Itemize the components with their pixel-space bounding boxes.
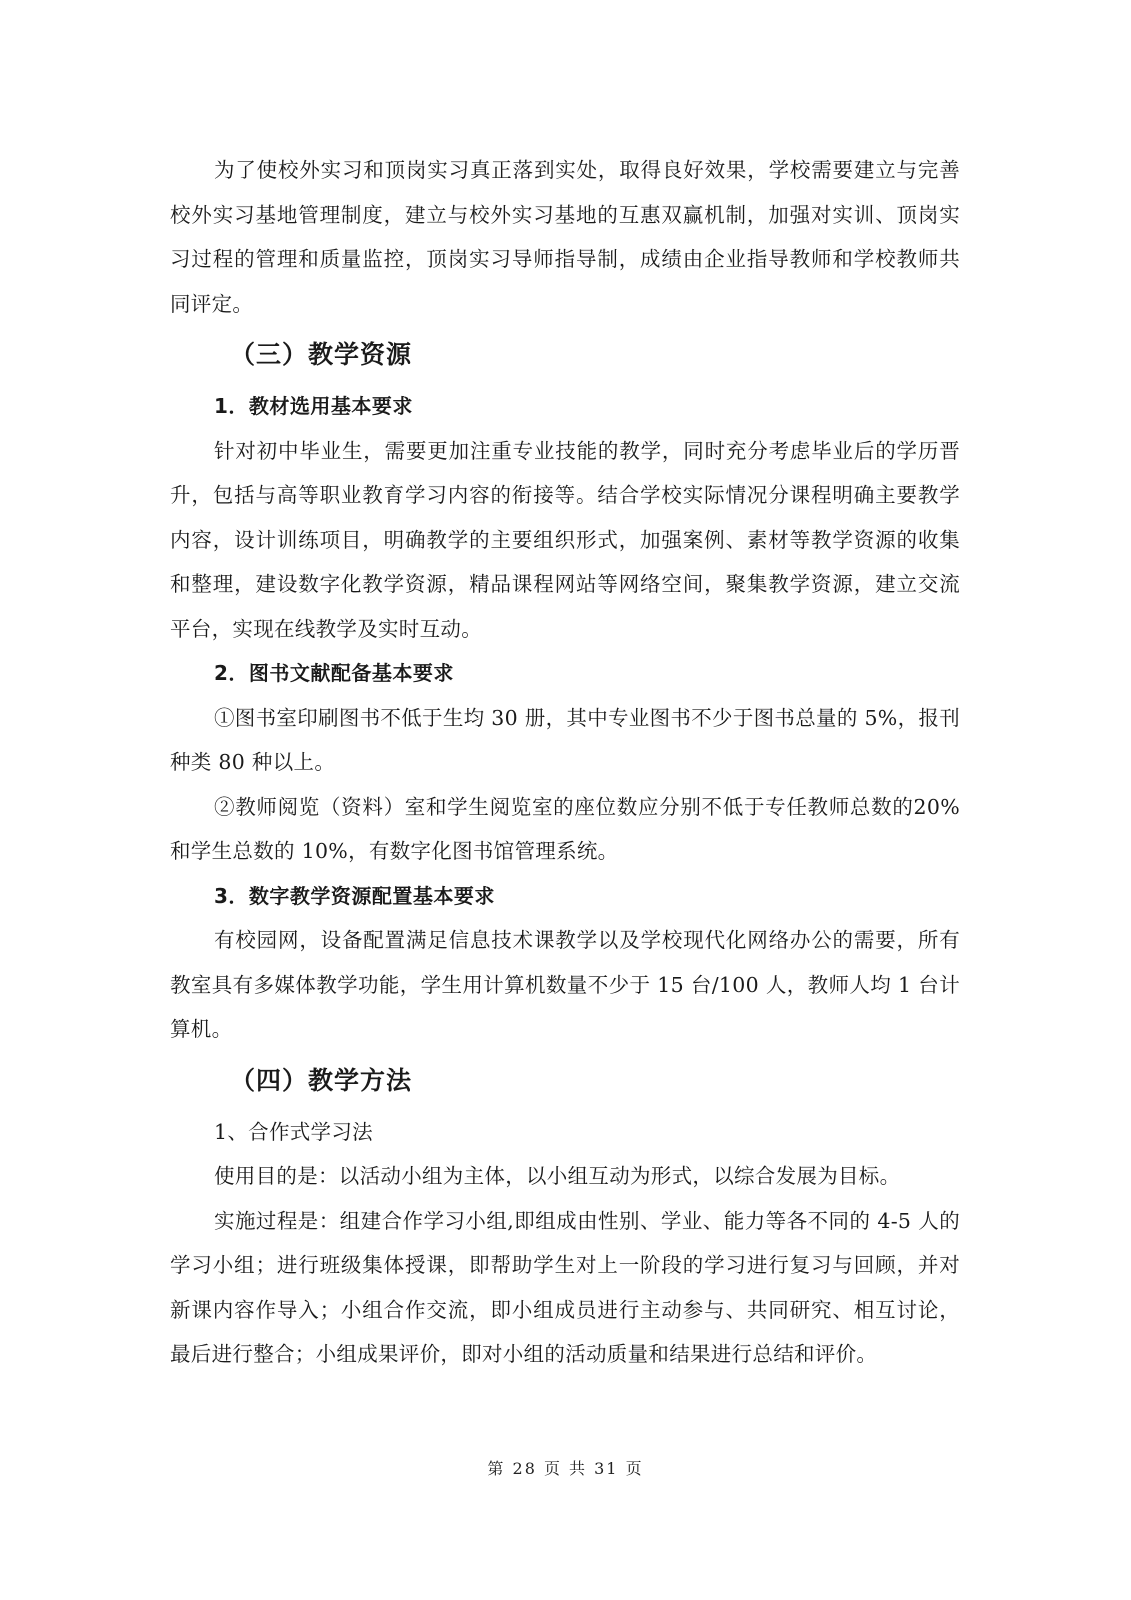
- page-number-footer: 第 28 页 共 31 页: [487, 1459, 644, 1478]
- paragraph-digital-resources: 有校园网，设备配置满足信息技术课教学以及学校现代化网络办公的需要，所有教室具有多媒体教学功能，学生用计算机数量不少于 15 台/100 人，教师人均 1 台计算机。: [170, 928, 960, 1041]
- subheading-library-resources: 2．图书文献配备基本要求: [214, 661, 454, 685]
- document-body: [170, 148, 960, 1377]
- paragraph-reading-rooms: ②教师阅览（资料）室和学生阅览室的座位数应分别不低于专任教师总数的20%和学生总数的 10%，有数字化图书馆管理系统。: [170, 794, 960, 863]
- subheading-textbook-selection: 1．教材选用基本要求: [214, 394, 413, 418]
- paragraph-method-process: 实施过程是：组建合作学习小组,即组成由性别、学业、能力等各不同的 4-5 人的学习小组；进行班级集体授课，即帮助学生对上一阶段的学习进行复习与回顾，并对新课内容作导入；小组合作交流，即小组成员进行主动参与、共同研究、相互讨论，最后进行整合；小组成果评价，即对小组的活动质量和结果进行总结和评价。: [170, 1208, 960, 1366]
- paragraph-internship: 为了使校外实习和顶岗实习真正落到实处，取得良好效果，学校需要建立与完善校外实习基地管理制度，建立与校外实习基地的互惠双赢机制，加强对实训、顶岗实习过程的管理和质量监控，顶岗实习导师指导制，成绩由企业指导教师和学校教师共同评定。: [170, 158, 960, 316]
- section-heading-teaching-resources: （三）教学资源: [230, 340, 413, 369]
- paragraph-textbook: 针对初中毕业生，需要更加注重专业技能的教学，同时充分考虑毕业后的学历晋升，包括与高等职业教育学习内容的衔接等。结合学校实际情况分课程明确主要教学内容，设计训练项目，明确教学的主要组织形式，加强案例、素材等教学资源的收集和整理，建设数字化教学资源，精品课程网站等网络空间，聚集教学资源，建立交流平台，实现在线教学及实时互动。: [170, 438, 960, 641]
- section-heading-teaching-methods: （四）教学方法: [230, 1065, 413, 1095]
- subheading-digital-resources: 3．数字教学资源配置基本要求: [214, 883, 495, 908]
- paragraph-method-purpose: 使用目的是：以活动小组为主体，以小组互动为形式，以综合发展为目标。: [214, 1164, 901, 1188]
- paragraph-library-books: ①图书室印刷图书不低于生均 30 册，其中专业图书不少于图书总量的 5%，报刊种类 80 种以上。: [170, 705, 960, 774]
- method-heading-cooperative-learning: 1、合作式学习法: [214, 1119, 373, 1144]
